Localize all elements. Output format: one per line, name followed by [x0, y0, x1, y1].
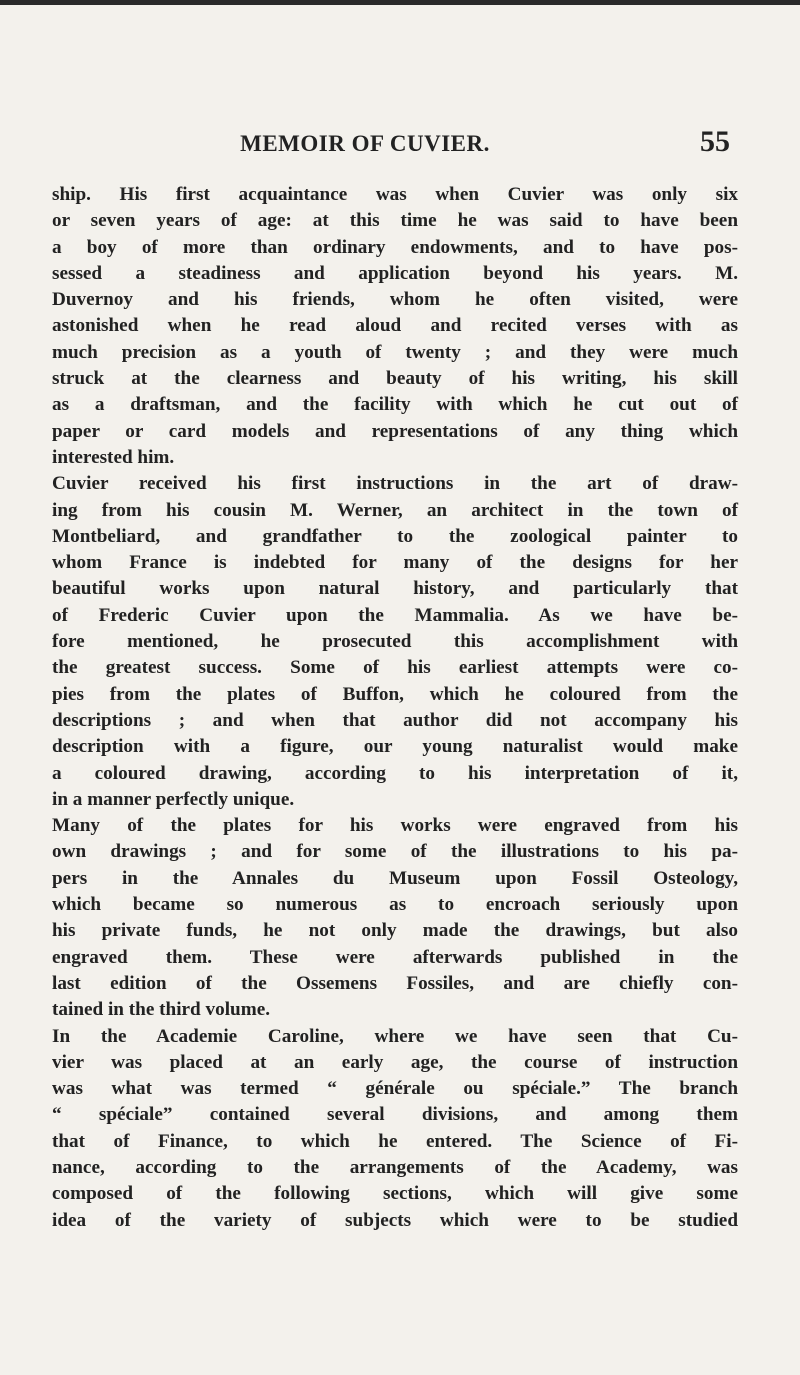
- text-line: astonished when he read aloud and recited verses with as: [52, 315, 738, 337]
- text-line: was what was termed “ générale ou spéciale.” The branch: [52, 1078, 738, 1100]
- text-line: vier was placed at an early age, the course of instruction: [52, 1051, 738, 1073]
- text-line: a boy of more than ordinary endowments, and to have pos-: [52, 236, 738, 258]
- text-line: beautiful works upon natural history, and particularly that: [52, 578, 738, 600]
- text-line: descriptions ; and when that author did not accompany his: [52, 709, 738, 731]
- text-line: of Frederic Cuvier upon the Mammalia. As we have be-: [52, 604, 738, 626]
- text-line: much precision as a youth of twenty ; and they were much: [52, 341, 738, 363]
- text-line: pers in the Annales du Museum upon Fossil Osteology,: [52, 867, 738, 889]
- text-line: the greatest success. Some of his earliest attempts were co-: [52, 657, 738, 679]
- text-line: “ spéciale” contained several divisions, and among them: [52, 1104, 738, 1126]
- page-header: [0, 125, 800, 161]
- text-line: pies from the plates of Buffon, which he coloured from the: [52, 683, 738, 705]
- text-line: Duvernoy and his friends, whom he often visited, were: [52, 289, 738, 311]
- text-line: a coloured drawing, according to his interpretation of it,: [52, 762, 738, 784]
- text-line: or seven years of age: at this time he was said to have been: [52, 210, 738, 232]
- text-line: which became so numerous as to encroach seriously upon: [52, 894, 738, 916]
- text-line: fore mentioned, he prosecuted this accomplishment with: [52, 631, 738, 653]
- text-line: whom France is indebted for many of the designs for her: [52, 552, 738, 574]
- text-line: nance, according to the arrangements of the Academy, was: [52, 1156, 738, 1178]
- top-rule: [0, 0, 800, 5]
- text-line: description with a figure, our young naturalist would make: [52, 736, 738, 758]
- body-text: [52, 182, 738, 1234]
- running-head: MEMOIR OF CUVIER.: [240, 131, 490, 156]
- text-line: ing from his cousin M. Werner, an architect in the town of: [52, 499, 738, 521]
- text-line: as a draftsman, and the facility with which he cut out of: [52, 394, 738, 416]
- text-line: Montbeliard, and grandfather to the zoological painter to: [52, 525, 738, 547]
- text-line: in a manner perfectly unique.: [52, 788, 295, 810]
- text-line: tained in the third volume.: [52, 999, 271, 1021]
- text-line: last edition of the Ossemens Fossiles, and are chiefly con-: [52, 972, 738, 994]
- text-line: own drawings ; and for some of the illustrations to his pa-: [52, 841, 738, 863]
- text-line: his private funds, he not only made the drawings, but also: [52, 920, 738, 942]
- text-line: that of Finance, to which he entered. The Science of Fi-: [52, 1130, 738, 1152]
- text-line: engraved them. These were afterwards published in the: [52, 946, 738, 968]
- text-line: Many of the plates for his works were engraved from his: [52, 815, 738, 837]
- text-line: Cuvier received his first instructions in the art of draw-: [52, 473, 738, 495]
- page-number: 55: [700, 125, 730, 158]
- text-line: ship. His first acquaintance was when Cuvier was only six: [52, 184, 738, 205]
- text-line: interested him.: [52, 446, 175, 468]
- text-line: sessed a steadiness and application beyond his years. M.: [52, 262, 738, 284]
- text-line: In the Academie Caroline, where we have seen that Cu-: [52, 1025, 738, 1047]
- text-line: idea of the variety of subjects which were to be studied: [52, 1209, 738, 1231]
- text-line: composed of the following sections, which will give some: [52, 1183, 738, 1205]
- text-line: struck at the clearness and beauty of his writing, his skill: [52, 368, 738, 390]
- text-line: paper or card models and representations of any thing which: [52, 420, 738, 442]
